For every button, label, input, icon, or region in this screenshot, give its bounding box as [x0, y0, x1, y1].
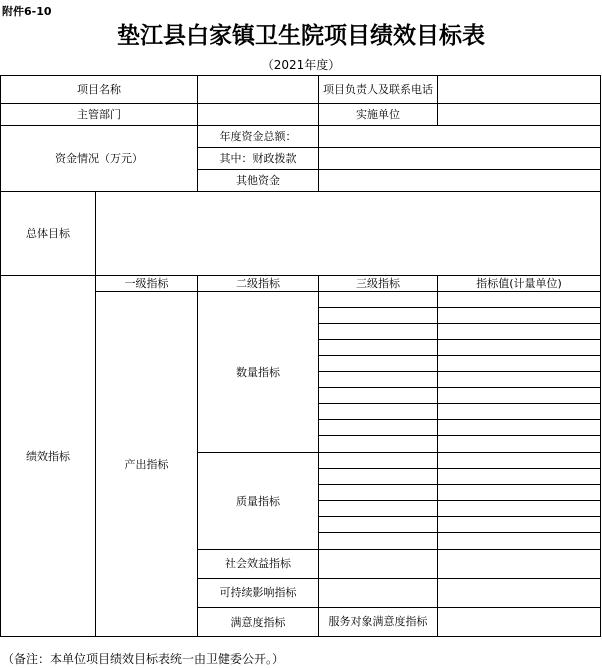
overall-goal-value[interactable]	[96, 192, 601, 276]
year-label: （2021年度）	[261, 58, 341, 72]
sustainable-impact-label: 可持续影响指标	[198, 579, 319, 608]
level3-cell[interactable]	[319, 372, 438, 388]
project-name-value[interactable]	[198, 76, 319, 104]
funding-label: 资金情况（万元）	[1, 126, 198, 192]
indicator-value-cell[interactable]	[438, 550, 601, 579]
performance-goal-table	[0, 75, 601, 637]
project-leader-contact-label: 项目负责人及联系电话	[319, 76, 438, 104]
indicator-value-cell[interactable]	[438, 469, 601, 485]
level3-cell[interactable]	[319, 340, 438, 356]
quality-indicators-label: 质量指标	[198, 453, 319, 550]
implementing-unit-label: 实施单位	[319, 104, 438, 126]
project-leader-contact-value[interactable]	[438, 76, 601, 104]
level3-cell[interactable]	[319, 404, 438, 420]
page-title: 垫江县白家镇卫生院项目绩效目标表	[117, 22, 485, 49]
fiscal-allocation-value[interactable]	[319, 148, 601, 170]
level3-cell[interactable]	[319, 308, 438, 324]
indicator-value-header: 指标值(计量单位)	[438, 276, 601, 292]
implementing-unit-value[interactable]	[438, 104, 601, 126]
indicator-value-cell[interactable]	[438, 420, 601, 436]
indicator-value-cell[interactable]	[438, 436, 601, 453]
indicator-value-cell[interactable]	[438, 517, 601, 533]
level1-header: 一级指标	[96, 276, 198, 292]
other-funds-value[interactable]	[319, 170, 601, 192]
level3-cell[interactable]	[319, 324, 438, 340]
indicator-value-cell[interactable]	[438, 579, 601, 608]
attachment-label: 附件6-10	[2, 5, 52, 18]
department-label: 主管部门	[1, 104, 198, 126]
annual-total-label: 年度资金总额：	[198, 126, 319, 148]
social-benefit-label: 社会效益指标	[198, 550, 319, 579]
level3-cell[interactable]	[319, 420, 438, 436]
level3-cell[interactable]	[319, 533, 438, 550]
level3-cell[interactable]	[319, 501, 438, 517]
indicator-value-cell[interactable]	[438, 404, 601, 420]
level3-cell[interactable]	[319, 388, 438, 404]
level3-cell[interactable]	[319, 517, 438, 533]
satisfaction-indicators-label: 满意度指标	[198, 608, 319, 637]
service-satisfaction-label: 服务对象满意度指标	[319, 608, 438, 637]
indicator-value-cell[interactable]	[438, 292, 601, 308]
annual-total-value[interactable]	[319, 126, 601, 148]
indicator-value-cell[interactable]	[438, 356, 601, 372]
level3-cell[interactable]	[319, 292, 438, 308]
level3-cell[interactable]	[438, 608, 601, 637]
level3-cell[interactable]	[319, 453, 438, 469]
other-funds-label: 其他资金	[198, 170, 319, 192]
indicator-value-cell[interactable]	[438, 388, 601, 404]
fiscal-allocation-label: 其中：财政拨款	[198, 148, 319, 170]
performance-indicators-label: 绩效指标	[1, 276, 96, 637]
level3-cell[interactable]	[319, 485, 438, 501]
project-name-label: 项目名称	[1, 76, 198, 104]
indicator-value-cell[interactable]	[438, 533, 601, 550]
indicator-value-cell[interactable]	[438, 340, 601, 356]
indicator-value-cell[interactable]	[438, 372, 601, 388]
level3-cell[interactable]	[319, 436, 438, 453]
indicator-value-cell[interactable]	[438, 324, 601, 340]
level3-cell[interactable]	[319, 550, 438, 579]
indicator-value-cell[interactable]	[438, 501, 601, 517]
output-indicators-label: 产出指标	[96, 292, 198, 637]
level3-header: 三级指标	[319, 276, 438, 292]
level2-header: 二级指标	[198, 276, 319, 292]
level3-cell[interactable]	[319, 579, 438, 608]
department-value[interactable]	[198, 104, 319, 126]
overall-goal-label: 总体目标	[1, 192, 96, 276]
level3-cell[interactable]	[319, 469, 438, 485]
quantity-indicators-label: 数量指标	[198, 292, 319, 453]
level3-cell[interactable]	[319, 356, 438, 372]
indicator-value-cell[interactable]	[438, 485, 601, 501]
footnote: （备注：本单位项目绩效目标表统一由卫健委公开。）	[2, 652, 285, 666]
indicator-value-cell[interactable]	[438, 308, 601, 324]
indicator-value-cell[interactable]	[438, 453, 601, 469]
